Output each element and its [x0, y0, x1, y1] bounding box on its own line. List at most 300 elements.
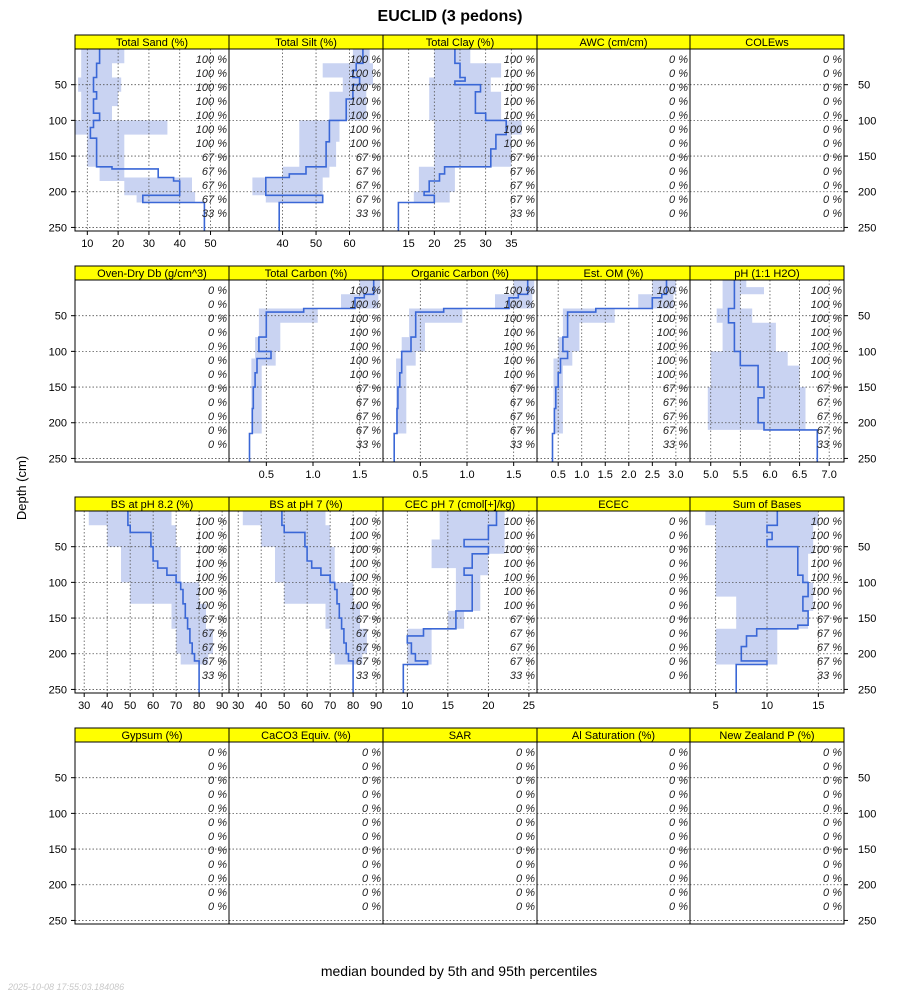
- y-tick-label: 200: [858, 417, 877, 430]
- y-tick-label: 250: [858, 453, 877, 466]
- panel-19: [690, 728, 876, 927]
- pedon-pct-label: 100 %: [503, 313, 535, 325]
- pedon-pct-label: 0 %: [669, 901, 688, 913]
- y-tick-label: 250: [48, 684, 67, 697]
- panel-frame: [690, 742, 844, 924]
- panel-title: Organic Carbon (%): [411, 268, 509, 280]
- pedon-pct-label: 100 %: [195, 138, 227, 150]
- x-tick-label: 70: [170, 700, 183, 712]
- pedon-pct-label: 67 %: [509, 642, 535, 654]
- pedon-pct-label: 67 %: [201, 656, 227, 668]
- pedon-pct-label: 67 %: [509, 628, 535, 640]
- y-tick-label: 150: [48, 613, 67, 626]
- pedon-pct-label: 100 %: [656, 327, 688, 339]
- x-tick-label: 1.0: [574, 469, 590, 481]
- pedon-pct-label: 100 %: [349, 530, 381, 542]
- x-tick-label: 2.5: [644, 469, 660, 481]
- pedon-pct-label: 100 %: [656, 299, 688, 311]
- y-tick-label: 100: [858, 808, 877, 821]
- pedon-pct-label: 100 %: [349, 355, 381, 367]
- pedon-pct-label: 100 %: [349, 82, 381, 94]
- x-tick-label: 40: [255, 700, 268, 712]
- panel-frame: [229, 742, 383, 924]
- pedon-pct-label: 0 %: [669, 96, 688, 108]
- pedon-pct-label: 67 %: [509, 425, 535, 437]
- x-tick-label: 1.0: [459, 469, 475, 481]
- x-tick-label: 25: [522, 700, 536, 712]
- pedon-pct-label: 0 %: [516, 859, 535, 871]
- y-tick-label: 50: [858, 79, 871, 92]
- x-tick-label: 80: [192, 700, 206, 712]
- panel-0: [49, 35, 229, 250]
- pedon-pct-label: 100 %: [349, 54, 381, 66]
- x-tick-label: 20: [428, 238, 441, 250]
- pedon-pct-label: 100 %: [195, 544, 227, 556]
- x-tick-label: 25: [453, 238, 467, 250]
- pedon-pct-label: 100 %: [349, 299, 381, 311]
- pedon-pct-label: 0 %: [669, 642, 688, 654]
- y-tick-label: 100: [48, 346, 67, 359]
- y-tick-label: 50: [54, 772, 67, 785]
- chart-title: EUCLID (3 pedons): [377, 8, 523, 25]
- pedon-pct-label: 0 %: [823, 789, 842, 801]
- pedon-pct-label: 0 %: [516, 747, 535, 759]
- pedon-pct-label: 0 %: [823, 845, 842, 857]
- x-tick-label: 3.0: [668, 469, 684, 481]
- pedon-pct-label: 0 %: [823, 803, 842, 815]
- x-tick-label: 5.0: [703, 469, 719, 481]
- pedon-pct-label: 0 %: [362, 747, 381, 759]
- pedon-pct-label: 67 %: [816, 397, 842, 409]
- x-tick-label: 15: [402, 238, 415, 250]
- pedon-pct-label: 100 %: [656, 355, 688, 367]
- pedon-pct-label: 100 %: [810, 600, 842, 612]
- pedon-pct-label: 100 %: [810, 558, 842, 570]
- pedon-pct-label: 100 %: [349, 600, 381, 612]
- pedon-pct-label: 67 %: [509, 194, 535, 206]
- pedon-pct-label: 33 %: [355, 439, 381, 451]
- pedon-pct-label: 67 %: [509, 152, 535, 164]
- pedon-pct-label: 100 %: [810, 355, 842, 367]
- pedon-pct-label: 33 %: [816, 439, 842, 451]
- pedon-pct-label: 0 %: [516, 803, 535, 815]
- panel-title: New Zealand P (%): [719, 730, 815, 742]
- pedon-pct-label: 0 %: [208, 845, 227, 857]
- pedon-pct-label: 0 %: [208, 761, 227, 773]
- pedon-pct-label: 100 %: [349, 124, 381, 136]
- pedon-pct-label: 100 %: [349, 572, 381, 584]
- pedon-pct-label: 0 %: [823, 775, 842, 787]
- x-tick-label: 50: [124, 700, 137, 712]
- panel-5: [49, 266, 229, 465]
- pedon-pct-label: 100 %: [195, 110, 227, 122]
- pedon-pct-label: 100 %: [503, 54, 535, 66]
- pedon-pct-label: 67 %: [662, 425, 688, 437]
- panel-10: [49, 497, 229, 712]
- x-tick-label: 60: [301, 700, 314, 712]
- pedon-pct-label: 0 %: [516, 845, 535, 857]
- pedon-pct-label: 67 %: [355, 642, 381, 654]
- panel-4: [690, 35, 876, 234]
- panel-frame: [537, 511, 690, 693]
- y-tick-label: 100: [48, 115, 67, 128]
- pedon-pct-label: 0 %: [208, 887, 227, 899]
- x-tick-label: 80: [346, 700, 360, 712]
- x-tick-label: 50: [309, 238, 323, 250]
- pedon-pct-label: 100 %: [810, 516, 842, 528]
- x-tick-label: 10: [401, 700, 414, 712]
- pedon-pct-label: 67 %: [355, 628, 381, 640]
- pedon-pct-label: 0 %: [669, 530, 688, 542]
- pedon-pct-label: 100 %: [656, 341, 688, 353]
- pedon-pct-label: 0 %: [669, 194, 688, 206]
- x-tick-label: 6.5: [791, 469, 808, 481]
- pedon-pct-label: 0 %: [823, 180, 842, 192]
- y-tick-label: 50: [54, 541, 67, 554]
- pedon-pct-label: 0 %: [669, 586, 688, 598]
- pedon-pct-label: 100 %: [503, 544, 535, 556]
- pedon-pct-label: 0 %: [669, 747, 688, 759]
- pedon-pct-label: 0 %: [362, 789, 381, 801]
- x-tick-label: 50: [278, 700, 291, 712]
- y-tick-label: 150: [48, 382, 67, 395]
- pedon-pct-label: 0 %: [208, 901, 227, 913]
- x-tick-label: 10: [760, 700, 774, 712]
- pedon-pct-label: 67 %: [355, 166, 381, 178]
- pedon-pct-label: 67 %: [816, 614, 842, 626]
- panel-frame: [537, 742, 690, 924]
- pedon-pct-label: 0 %: [669, 761, 688, 773]
- y-tick-label: 250: [858, 915, 877, 928]
- x-tick-label: 0.5: [258, 469, 274, 481]
- pedon-pct-label: 0 %: [669, 68, 688, 80]
- x-tick-label: 30: [78, 700, 91, 712]
- x-tick-label: 40: [276, 238, 289, 250]
- pedon-pct-label: 0 %: [362, 887, 381, 899]
- y-tick-label: 50: [858, 541, 871, 554]
- pedon-pct-label: 100 %: [503, 96, 535, 108]
- panel-title: COLEws: [745, 37, 789, 49]
- panel-title: ECEC: [598, 499, 629, 511]
- pedon-pct-label: 0 %: [362, 803, 381, 815]
- x-tick-label: 6.0: [762, 469, 778, 481]
- pedon-pct-label: 67 %: [662, 397, 688, 409]
- pedon-pct-label: 33 %: [662, 439, 688, 451]
- y-tick-label: 150: [858, 382, 877, 395]
- pedon-pct-label: 0 %: [823, 110, 842, 122]
- y-axis-label: Depth (cm): [14, 455, 29, 521]
- x-tick-label: 60: [147, 700, 160, 712]
- y-tick-label: 100: [858, 346, 877, 359]
- x-tick-label: 50: [204, 238, 217, 250]
- footer-caption: median bounded by 5th and 95th percentiles: [320, 963, 598, 979]
- panel-frame: [75, 742, 229, 924]
- pedon-pct-label: 100 %: [503, 600, 535, 612]
- x-tick-label: 1.5: [352, 469, 368, 481]
- pedon-pct-label: 0 %: [208, 355, 227, 367]
- panel-8: [537, 266, 690, 481]
- pedon-pct-label: 100 %: [349, 327, 381, 339]
- x-tick-label: 20: [482, 700, 495, 712]
- pedon-pct-label: 100 %: [656, 313, 688, 325]
- pedon-pct-label: 67 %: [355, 383, 381, 395]
- pedon-pct-label: 100 %: [349, 96, 381, 108]
- panel-11: [229, 497, 383, 712]
- pedon-pct-label: 100 %: [810, 586, 842, 598]
- panel-title: SAR: [448, 730, 472, 742]
- pedon-pct-label: 0 %: [362, 873, 381, 885]
- panel-title: Total Sand (%): [115, 37, 189, 49]
- y-tick-label: 150: [858, 844, 877, 857]
- panel-7: [383, 266, 537, 481]
- pedon-pct-label: 100 %: [195, 68, 227, 80]
- pedon-pct-label: 0 %: [669, 82, 688, 94]
- pedon-pct-label: 100 %: [195, 82, 227, 94]
- pedon-pct-label: 100 %: [195, 124, 227, 136]
- panel-grid: [49, 35, 877, 927]
- pedon-pct-label: 100 %: [503, 530, 535, 542]
- pedon-pct-label: 33 %: [355, 670, 381, 682]
- pedon-pct-label: 0 %: [208, 831, 227, 843]
- pedon-pct-label: 100 %: [503, 124, 535, 136]
- pedon-pct-label: 0 %: [669, 180, 688, 192]
- pedon-pct-label: 100 %: [503, 558, 535, 570]
- pedon-pct-label: 0 %: [823, 817, 842, 829]
- pedon-pct-label: 100 %: [195, 516, 227, 528]
- pedon-pct-label: 0 %: [669, 208, 688, 220]
- x-tick-label: 30: [232, 700, 245, 712]
- panel-frame: [690, 49, 844, 231]
- pedon-pct-label: 0 %: [823, 96, 842, 108]
- pedon-pct-label: 100 %: [349, 516, 381, 528]
- panel-title: Total Silt (%): [275, 37, 337, 49]
- pedon-pct-label: 0 %: [208, 747, 227, 759]
- pedon-pct-label: 33 %: [201, 670, 227, 682]
- pedon-pct-label: 0 %: [208, 817, 227, 829]
- pedon-pct-label: 0 %: [669, 873, 688, 885]
- y-tick-label: 50: [54, 79, 67, 92]
- panel-title: BS at pH 8.2 (%): [110, 499, 194, 511]
- panel-title: BS at pH 7 (%): [269, 499, 343, 511]
- pedon-pct-label: 0 %: [823, 68, 842, 80]
- panel-title: Total Clay (%): [425, 37, 495, 49]
- x-tick-label: 5.5: [732, 469, 748, 481]
- pedon-pct-label: 67 %: [201, 642, 227, 654]
- pedon-pct-label: 100 %: [349, 138, 381, 150]
- y-tick-label: 200: [858, 186, 877, 199]
- pedon-pct-label: 0 %: [516, 817, 535, 829]
- pedon-pct-label: 0 %: [669, 166, 688, 178]
- pedon-pct-label: 0 %: [823, 831, 842, 843]
- panel-title: Total Carbon (%): [264, 268, 348, 280]
- pedon-pct-label: 0 %: [669, 887, 688, 899]
- x-tick-label: 70: [324, 700, 337, 712]
- pedon-pct-label: 0 %: [208, 859, 227, 871]
- pedon-pct-label: 67 %: [816, 656, 842, 668]
- pedon-pct-label: 0 %: [362, 845, 381, 857]
- x-tick-label: 90: [369, 700, 383, 712]
- pedon-pct-label: 67 %: [509, 411, 535, 423]
- pedon-pct-label: 0 %: [823, 761, 842, 773]
- panel-12: [383, 497, 537, 712]
- pedon-pct-label: 67 %: [509, 614, 535, 626]
- panel-3: [537, 35, 690, 231]
- x-tick-label: 30: [142, 238, 156, 250]
- pedon-pct-label: 0 %: [669, 54, 688, 66]
- panel-13: [537, 497, 690, 693]
- x-tick-label: 10: [81, 238, 94, 250]
- pedon-pct-label: 67 %: [355, 152, 381, 164]
- pedon-pct-label: 100 %: [810, 327, 842, 339]
- pedon-pct-label: 0 %: [669, 859, 688, 871]
- panel-15: [49, 728, 229, 927]
- pedon-pct-label: 100 %: [503, 516, 535, 528]
- panel-title: Sum of Bases: [732, 499, 802, 511]
- x-tick-label: 0.5: [550, 469, 566, 481]
- pedon-pct-label: 0 %: [208, 341, 227, 353]
- pedon-pct-label: 0 %: [669, 572, 688, 584]
- pedon-pct-label: 100 %: [349, 341, 381, 353]
- pedon-pct-label: 0 %: [823, 124, 842, 136]
- y-tick-label: 200: [48, 186, 67, 199]
- pedon-pct-label: 100 %: [503, 299, 535, 311]
- pedon-pct-label: 100 %: [656, 369, 688, 381]
- y-tick-label: 200: [858, 879, 877, 892]
- pedon-pct-label: 100 %: [810, 313, 842, 325]
- pedon-pct-label: 0 %: [208, 803, 227, 815]
- x-tick-label: 2.0: [621, 469, 637, 481]
- pedon-pct-label: 0 %: [823, 208, 842, 220]
- x-tick-label: 15: [812, 700, 825, 712]
- panel-frame: [383, 742, 537, 924]
- pedon-pct-label: 0 %: [208, 313, 227, 325]
- panel-18: [537, 728, 690, 924]
- pedon-pct-label: 100 %: [810, 285, 842, 297]
- panel-title: Est. OM (%): [583, 268, 644, 280]
- y-tick-label: 250: [48, 222, 67, 235]
- pedon-pct-label: 100 %: [503, 285, 535, 297]
- pedon-pct-label: 0 %: [823, 152, 842, 164]
- pedon-pct-label: 0 %: [669, 789, 688, 801]
- pedon-pct-label: 0 %: [208, 397, 227, 409]
- pedon-pct-label: 0 %: [669, 845, 688, 857]
- pedon-pct-label: 0 %: [208, 383, 227, 395]
- y-tick-label: 150: [858, 613, 877, 626]
- panel-frame: [537, 49, 690, 231]
- y-tick-label: 250: [858, 684, 877, 697]
- pedon-pct-label: 0 %: [362, 761, 381, 773]
- pedon-pct-label: 0 %: [823, 166, 842, 178]
- pedon-pct-label: 100 %: [503, 341, 535, 353]
- pedon-pct-label: 0 %: [669, 516, 688, 528]
- pedon-pct-label: 100 %: [195, 530, 227, 542]
- pedon-pct-label: 67 %: [355, 656, 381, 668]
- pedon-pct-label: 100 %: [195, 54, 227, 66]
- panel-title: pH (1:1 H2O): [734, 268, 800, 280]
- pedon-pct-label: 100 %: [503, 327, 535, 339]
- pedon-pct-label: 100 %: [810, 299, 842, 311]
- pedon-pct-label: 100 %: [810, 572, 842, 584]
- pedon-pct-label: 100 %: [195, 558, 227, 570]
- pedon-pct-label: 67 %: [816, 425, 842, 437]
- pedon-pct-label: 0 %: [516, 887, 535, 899]
- pedon-pct-label: 33 %: [509, 439, 535, 451]
- pedon-pct-label: 0 %: [516, 873, 535, 885]
- pedon-pct-label: 0 %: [669, 152, 688, 164]
- pedon-pct-label: 0 %: [516, 775, 535, 787]
- y-tick-label: 150: [858, 151, 877, 164]
- pedon-pct-label: 0 %: [516, 901, 535, 913]
- x-tick-label: 30: [479, 238, 492, 250]
- pedon-pct-label: 100 %: [810, 369, 842, 381]
- pedon-pct-label: 0 %: [208, 327, 227, 339]
- pedon-pct-label: 67 %: [509, 383, 535, 395]
- y-tick-label: 100: [48, 808, 67, 821]
- pedon-pct-label: 67 %: [201, 180, 227, 192]
- panel-title: AWC (cm/cm): [579, 37, 648, 49]
- x-tick-label: 7.0: [821, 469, 837, 481]
- pedon-pct-label: 67 %: [355, 411, 381, 423]
- y-tick-label: 250: [48, 915, 67, 928]
- pedon-pct-label: 0 %: [362, 817, 381, 829]
- pedon-pct-label: 0 %: [208, 425, 227, 437]
- pedon-pct-label: 100 %: [195, 600, 227, 612]
- percentile-band: [708, 280, 806, 430]
- pedon-pct-label: 0 %: [208, 873, 227, 885]
- panel-title: CEC pH 7 (cmol[+]/kg): [404, 499, 516, 511]
- pedon-pct-label: 67 %: [355, 180, 381, 192]
- pedon-pct-label: 0 %: [208, 369, 227, 381]
- pedon-pct-label: 0 %: [669, 656, 688, 668]
- x-tick-label: 60: [343, 238, 356, 250]
- pedon-pct-label: 100 %: [503, 586, 535, 598]
- pedon-pct-label: 67 %: [509, 397, 535, 409]
- percentile-band: [407, 511, 504, 665]
- pedon-pct-label: 67 %: [355, 425, 381, 437]
- pedon-pct-label: 100 %: [656, 285, 688, 297]
- pedon-pct-label: 67 %: [509, 180, 535, 192]
- x-tick-label: 90: [215, 700, 229, 712]
- pedon-pct-label: 0 %: [823, 901, 842, 913]
- x-tick-label: 0.5: [412, 469, 428, 481]
- pedon-pct-label: 100 %: [349, 369, 381, 381]
- pedon-pct-label: 33 %: [201, 208, 227, 220]
- y-tick-label: 200: [48, 648, 67, 661]
- y-tick-label: 200: [48, 417, 67, 430]
- y-tick-label: 200: [858, 648, 877, 661]
- pedon-pct-label: 67 %: [355, 614, 381, 626]
- panel-6: [229, 266, 383, 481]
- panel-title: Al Saturation (%): [571, 730, 656, 742]
- panel-title: Oven-Dry Db (g/cm^3): [97, 268, 207, 280]
- y-tick-label: 100: [858, 115, 877, 128]
- pedon-pct-label: 100 %: [349, 586, 381, 598]
- pedon-pct-label: 100 %: [195, 572, 227, 584]
- pedon-pct-label: 100 %: [810, 530, 842, 542]
- panel-1: [229, 35, 383, 250]
- pedon-pct-label: 0 %: [669, 817, 688, 829]
- pedon-pct-label: 0 %: [669, 138, 688, 150]
- pedon-pct-label: 0 %: [669, 803, 688, 815]
- pedon-pct-label: 0 %: [362, 901, 381, 913]
- pedon-pct-label: 100 %: [503, 68, 535, 80]
- pedon-pct-label: 67 %: [816, 383, 842, 395]
- pedon-pct-label: 100 %: [503, 138, 535, 150]
- panel-17: [383, 728, 537, 924]
- pedon-pct-label: 67 %: [201, 152, 227, 164]
- pedon-pct-label: 100 %: [349, 285, 381, 297]
- pedon-pct-label: 0 %: [823, 194, 842, 206]
